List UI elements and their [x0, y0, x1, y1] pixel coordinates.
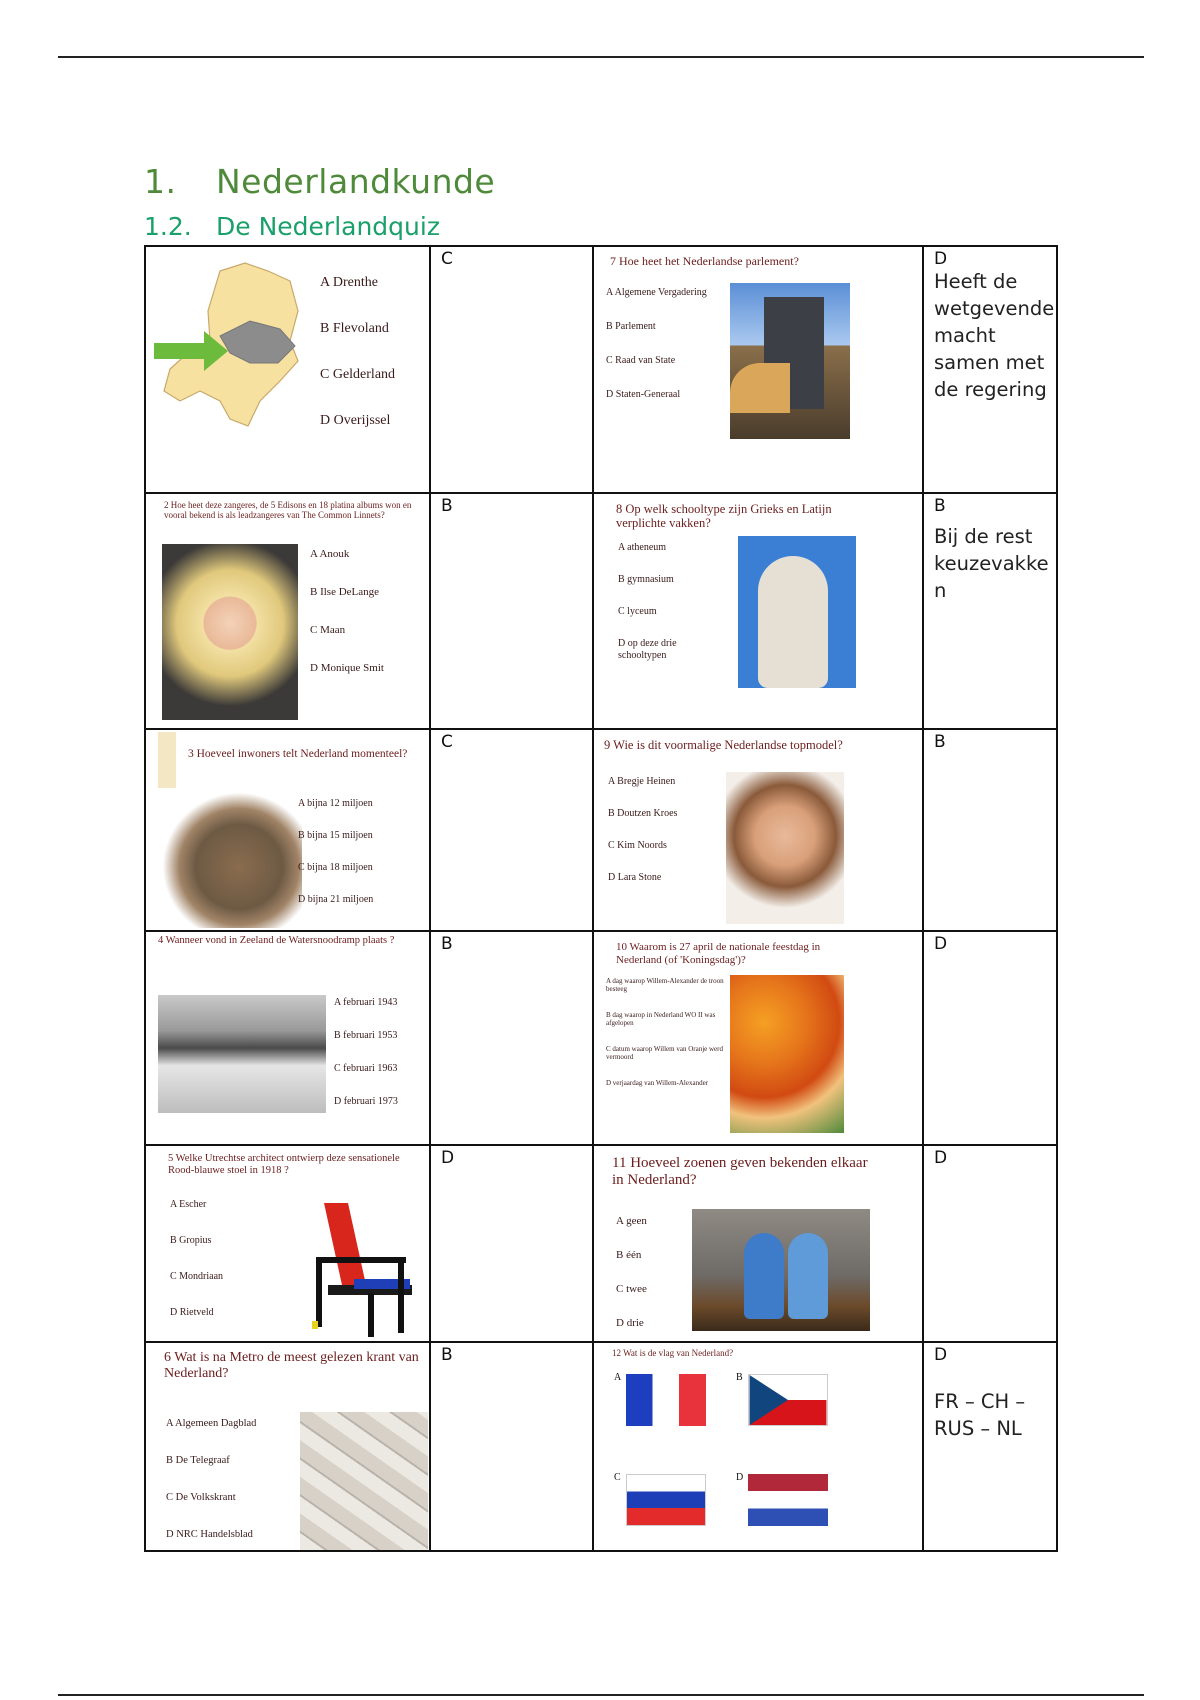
flag-france — [626, 1374, 706, 1426]
heading-1-number: 1. — [144, 162, 177, 201]
slide-q6 — [148, 1344, 428, 1550]
q6-option-c: C De Volkskrant — [166, 1492, 236, 1503]
q8-option-b: B gymnasium — [618, 574, 674, 585]
q12-label-a: A — [614, 1372, 622, 1383]
q2-option-d: D Monique Smit — [310, 662, 384, 674]
q6-question: 6 Wat is na Metro de meest gelezen krant van Nederland? — [164, 1350, 419, 1382]
heading-2-text: De Nederlandquiz — [216, 212, 440, 241]
q10-option-c: C datum waarop Willem van Oranje werd vermoord — [606, 1045, 723, 1062]
q3-option-c: C bijna 18 miljoen — [298, 862, 373, 873]
q8-note: Bij de rest keuzevakke n — [934, 525, 1049, 602]
slide-q2 — [148, 496, 428, 726]
q12-answer: D — [934, 1345, 948, 1365]
q1-option-a: A Drenthe — [320, 275, 378, 290]
q9-option-d: D Lara Stone — [608, 872, 662, 883]
q4-option-c: C februari 1963 — [334, 1063, 398, 1074]
q3-option-d: D bijna 21 miljoen — [298, 894, 374, 905]
population-map-image — [162, 792, 302, 928]
q1-option-c: C Gelderland — [320, 367, 396, 382]
q4-answer: B — [441, 934, 453, 954]
row-divider — [146, 1144, 1056, 1146]
q8-question: 8 Op welk schooltype zijn Grieks en Latijn verplichte vakken? — [616, 502, 832, 531]
q4-option-b: B februari 1953 — [334, 1030, 398, 1041]
q12-question: 12 Wat is de vlag van Nederland? — [612, 1348, 734, 1358]
model-photo — [726, 772, 844, 924]
slide-q12 — [602, 1344, 856, 1544]
q8-answer-cell — [924, 494, 1056, 604]
q5-answer: D — [441, 1148, 455, 1168]
q7-answer: D — [934, 249, 948, 269]
q7-answer-cell — [924, 247, 1056, 403]
q10-option-a: A dag waarop Willem-Alexander de troon besteeg — [606, 977, 724, 994]
q8-option-d: D op deze drie schooltypen — [618, 638, 677, 661]
row-divider — [146, 930, 1056, 932]
row-divider — [146, 1341, 1056, 1343]
quiz-table — [144, 245, 1058, 1552]
q12-note: FR – CH – RUS – NL — [934, 1390, 1026, 1440]
q11-option-d: D drie — [616, 1317, 644, 1329]
q7-option-c: C Raad van State — [606, 355, 676, 366]
q4-option-d: D februari 1973 — [334, 1096, 398, 1107]
q5-option-a: A Escher — [170, 1199, 207, 1210]
statue-photo — [738, 536, 856, 688]
q2-answer: B — [441, 496, 453, 516]
q2-question: 2 Hoe heet deze zangeres, de 5 Edisons en 18 platina albums won en vooral bekend is als leadzangeres van The Common Linnets? — [164, 500, 412, 521]
q9-option-b: B Doutzen Kroes — [608, 808, 678, 819]
q8-option-c: C lyceum — [618, 606, 657, 617]
q1-option-d: D Overijssel — [320, 413, 391, 428]
q3-option-a: A bijna 12 miljoen — [298, 798, 373, 809]
q4-question: 4 Wanneer vond in Zeeland de Watersnoodramp plaats ? — [158, 935, 395, 946]
heading-2-number: 1.2. — [144, 212, 192, 241]
q2-option-b: B Ilse DeLange — [310, 586, 380, 598]
q9-option-a: A Bregje Heinen — [608, 776, 676, 787]
q2-option-a: A Anouk — [310, 548, 350, 560]
flood-photo — [158, 995, 326, 1113]
q8-answer: B — [934, 496, 946, 516]
q12-label-c: C — [614, 1472, 621, 1483]
heading-1-text: Nederlandkunde — [216, 162, 496, 201]
row-divider — [146, 728, 1056, 730]
slide-q5 — [148, 1147, 428, 1339]
q3-option-b: B bijna 15 miljoen — [298, 830, 373, 841]
flag-russia — [626, 1474, 706, 1526]
q10-option-d: D verjaardag van Willem-Alexander — [606, 1079, 709, 1087]
slide-q7 — [600, 249, 858, 439]
row-divider — [146, 492, 1056, 494]
q5-option-c: C Mondriaan — [170, 1271, 224, 1282]
flag-czech — [748, 1374, 828, 1426]
column-divider — [592, 247, 594, 1550]
q8-option-a: A atheneum — [618, 542, 667, 553]
q2-option-c: C Maan — [310, 624, 346, 636]
parliament-photo — [730, 283, 850, 439]
slide-q9 — [596, 732, 846, 928]
q1-answer: C — [441, 249, 453, 269]
netherlands-map-image — [150, 251, 300, 439]
footer-rule — [58, 1694, 1144, 1696]
slide-q4 — [148, 933, 428, 1139]
slide-q1 — [150, 251, 426, 439]
q10-option-b: B dag waarop in Nederland WO II was afgelopen — [606, 1011, 716, 1028]
q9-option-c: C Kim Noords — [608, 840, 667, 851]
red-blue-chair-image — [308, 1203, 418, 1339]
q11-answer: D — [934, 1148, 948, 1168]
q11-question: 11 Hoeveel zoenen geven bekenden elkaar in Nederland? — [612, 1155, 868, 1189]
q10-question: 10 Waarom is 27 april de nationale feestdag in Nederland (of 'Koningsdag')? — [616, 941, 821, 966]
q12-label-b: B — [736, 1372, 743, 1383]
q7-option-b: B Parlement — [606, 321, 656, 332]
q11-option-a: A geen — [616, 1215, 647, 1227]
q11-option-b: B één — [616, 1249, 642, 1261]
q1-option-b: B Flevoland — [320, 321, 389, 336]
q10-answer: D — [934, 934, 948, 954]
header-rule — [58, 56, 1144, 58]
slide-q11 — [602, 1147, 870, 1339]
q9-question: 9 Wie is dit voormalige Nederlandse topmodel? — [604, 738, 843, 752]
q3-question: 3 Hoeveel inwoners telt Nederland momenteel? — [188, 748, 408, 760]
slide-accent — [158, 732, 176, 788]
q11-option-c: C twee — [616, 1283, 647, 1295]
q5-option-b: B Gropius — [170, 1235, 212, 1246]
heading-1 — [144, 162, 495, 201]
kingsday-photo — [730, 975, 844, 1133]
singer-photo — [162, 544, 298, 720]
q5-question: 5 Welke Utrechtse architect ontwierp deze sensationele Rood-blauwe stoel in 1918 ? — [168, 1153, 400, 1177]
q9-answer: B — [934, 732, 946, 752]
q7-question: 7 Hoe heet het Nederlandse parlement? — [610, 254, 799, 268]
slide-q3 — [148, 732, 428, 928]
q6-option-a: A Algemeen Dagblad — [166, 1418, 257, 1429]
q3-answer: C — [441, 732, 453, 752]
q5-option-d: D Rietveld — [170, 1307, 214, 1318]
q12-answer-cell — [924, 1343, 1056, 1442]
q6-option-b: B De Telegraaf — [166, 1455, 230, 1466]
kissing-figurines-photo — [692, 1209, 870, 1331]
q7-option-d: D Staten-Generaal — [606, 389, 681, 400]
slide-q10 — [600, 935, 846, 1139]
q7-note: Heeft de wetgevende macht samen met de regering — [934, 270, 1055, 401]
q4-option-a: A februari 1943 — [334, 997, 398, 1008]
q6-option-d: D NRC Handelsblad — [166, 1529, 253, 1540]
slide-q8 — [608, 496, 858, 718]
flag-netherlands — [748, 1474, 828, 1526]
q12-label-d: D — [736, 1472, 744, 1483]
q7-option-a: A Algemene Vergadering — [606, 287, 707, 298]
q6-answer: B — [441, 1345, 453, 1365]
heading-2 — [144, 212, 440, 241]
newspapers-photo — [300, 1412, 428, 1550]
